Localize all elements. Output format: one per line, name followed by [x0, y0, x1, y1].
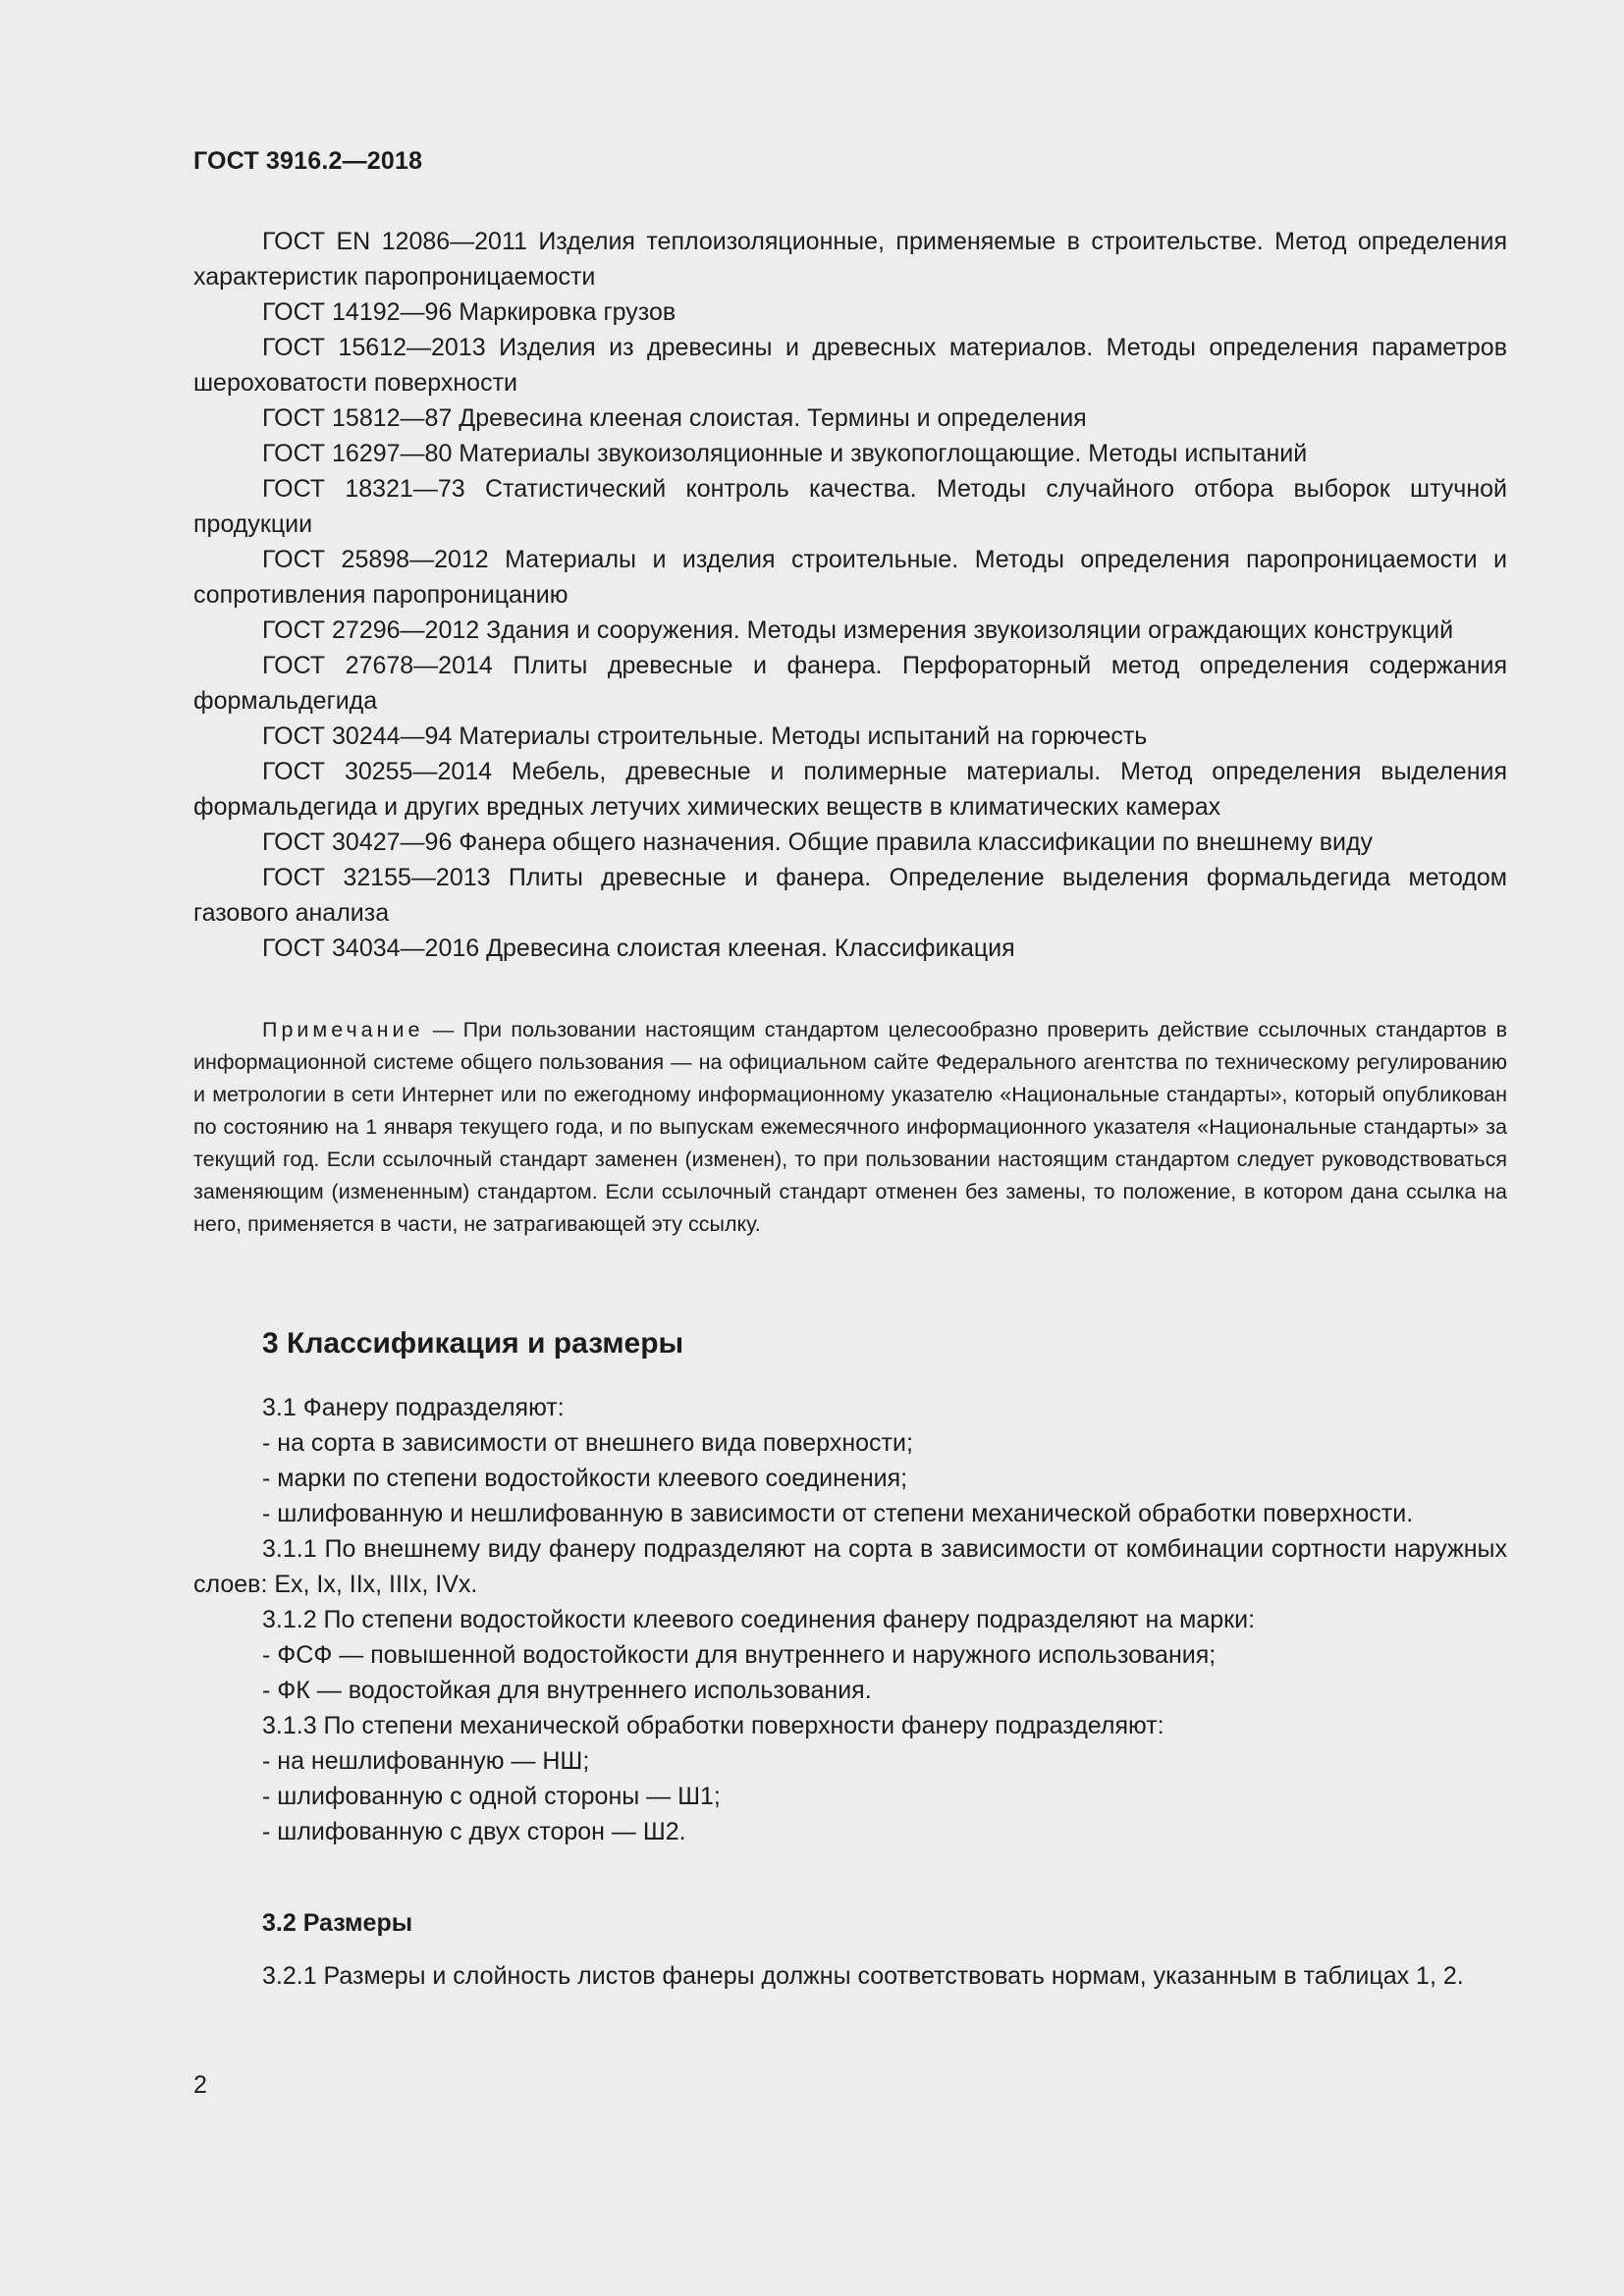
section-line: 3.1.1 По внешнему виду фанеру подразделяют на сорта в зависимости от комбинации сортности наружных слоев: Ex, Ix, IIx, IIIx, IVx. — [193, 1535, 1507, 1598]
subsection-text: 3.2.1 Размеры и слойность листов фанеры должны соответствовать нормам, указанным в таблицах 1, 2. — [262, 1962, 1464, 1990]
reference-item: ГОСТ 30244—94 Материалы строительные. Методы испытаний на горючесть — [262, 722, 1148, 750]
reference-list — [193, 224, 1507, 966]
section-line: - шлифованную с двух сторон — Ш2. — [262, 1818, 686, 1845]
section-line: - на сорта в зависимости от внешнего вида поверхности; — [262, 1429, 913, 1457]
section-line: - ФК — водостойкая для внутреннего использования. — [262, 1677, 872, 1704]
section-line: - марки по степени водостойкости клеевого соединения; — [262, 1465, 908, 1492]
subsection-title: 3.2 Размеры — [262, 1909, 413, 1937]
reference-item: ГОСТ 18321—73 Статистический контроль качества. Методы случайного отбора выборок штучной продукции — [193, 475, 1507, 538]
reference-item: ГОСТ 25898—2012 Материалы и изделия строительные. Методы определения паропроницаемости и сопротивления паропроницанию — [193, 546, 1507, 609]
reference-item: ГОСТ 32155—2013 Плиты древесные и фанера. Определение выделения формальдегида методом газового анализа — [193, 864, 1507, 927]
note-paragraph — [193, 1014, 1507, 1241]
section-title: 3 Классификация и размеры — [262, 1327, 684, 1360]
reference-item: ГОСТ 30427—96 Фанера общего назначения. Общие правила классификации по внешнему виду — [262, 828, 1374, 856]
reference-item: ГОСТ EN 12086—2011 Изделия теплоизоляционные, применяемые в строительстве. Метод определения характеристик паропроницаемости — [193, 228, 1507, 291]
reference-item: ГОСТ 15612—2013 Изделия из древесины и древесных материалов. Методы определения параметров шероховатости поверхности — [193, 334, 1507, 397]
section-line: - шлифованную и нешлифованную в зависимости от степени механической обработки поверхности. — [262, 1500, 1414, 1527]
reference-item: ГОСТ 34034—2016 Древесина слоистая клееная. Классификация — [262, 934, 1015, 962]
reference-item: ГОСТ 27678—2014 Плиты древесные и фанера. Перфораторный метод определения содержания формальдегида — [193, 652, 1507, 715]
section-line: - на нешлифованную — НШ; — [262, 1747, 590, 1775]
reference-item: ГОСТ 14192—96 Маркировка грузов — [262, 298, 677, 326]
note-text: — При пользовании настоящим стандартом целесообразно проверить действие ссылочных стандартов в информационной системе общего пользования — на официальном сайте Федерального агентства по техническому регулированию и метрологии в сети Интернет или по ежегодному информационному указателю «Национальные стандарты», который опубликован по состоянию на 1 января текущего года, и по выпускам ежемесячного информационного указателя «Национальные стандарты» за текущий год. Если ссылочный стандарт заменен (изменен), то при пользовании настоящим стандартом следует руководствоваться заменяющим (измененным) стандартом. Если ссылочный стандарт отменен без замены, то положение, в котором дана ссылка на него, применяется в части, не затрагивающей эту ссылку. — [193, 1018, 1507, 1236]
reference-item: ГОСТ 15812—87 Древесина клееная слоистая. Термины и определения — [262, 404, 1087, 432]
document-header: ГОСТ 3916.2—2018 — [193, 147, 423, 175]
note-label: Примечание — [262, 1018, 424, 1041]
section-line: 3.1.2 По степени водостойкости клеевого соединения фанеру подразделяют на марки: — [262, 1606, 1256, 1633]
reference-item: ГОСТ 27296—2012 Здания и сооружения. Методы измерения звукоизоляции ограждающих конструкций — [262, 616, 1454, 644]
section-body — [193, 1390, 1507, 1849]
page-number: 2 — [193, 2071, 207, 2099]
reference-item: ГОСТ 30255—2014 Мебель, древесные и полимерные материалы. Метод определения выделения формальдегида и других вредных летучих химических веществ в климатических камерах — [193, 758, 1507, 821]
section-line: 3.1 Фанеру подразделяют: — [262, 1394, 565, 1421]
section-line: - шлифованную с одной стороны — Ш1; — [262, 1783, 721, 1810]
section-line: 3.1.3 По степени механической обработки поверхности фанеру подразделяют: — [262, 1712, 1164, 1739]
reference-item: ГОСТ 16297—80 Материалы звукоизоляционные и звукопоглощающие. Методы испытаний — [262, 440, 1308, 467]
section-line: - ФСФ — повышенной водостойкости для внутреннего и наружного использования; — [262, 1641, 1217, 1669]
